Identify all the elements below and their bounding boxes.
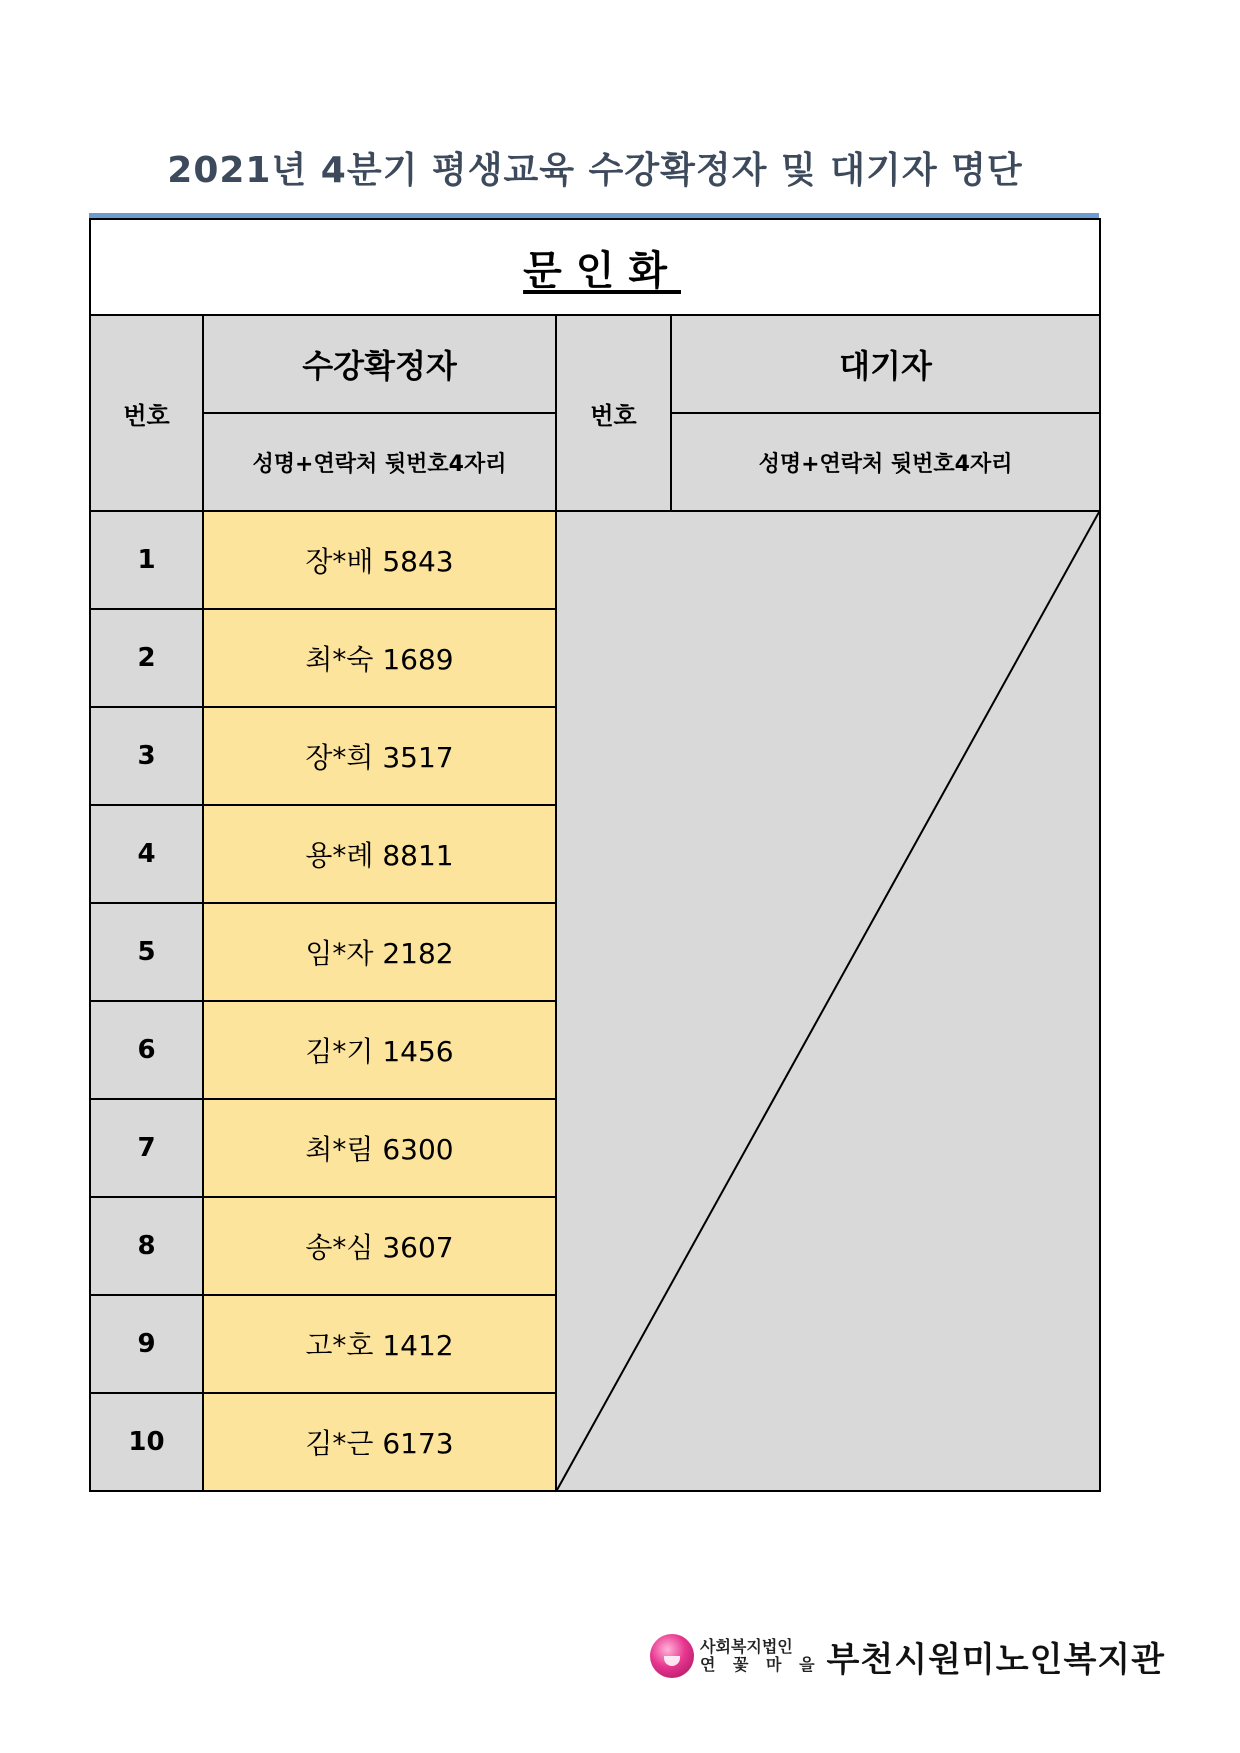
program-name: 문인화 [523, 247, 681, 294]
header-row-1 [90, 315, 1100, 413]
program-row [90, 219, 1100, 315]
org-name: 부천시원미노인복지관 [826, 1639, 1165, 1680]
confirmed-name: 고*호 1412 [203, 1295, 556, 1393]
confirmed-name: 최*숙 1689 [203, 609, 556, 707]
row-number: 9 [90, 1295, 203, 1393]
roster-table [89, 218, 1101, 1492]
org-logo [650, 1628, 1165, 1684]
row-number: 3 [90, 707, 203, 805]
org-parent: 연 꽃 마 을 [700, 1655, 821, 1674]
confirmed-subheader: 성명+연락처 뒷번호4자리 [203, 413, 556, 511]
program-cell [90, 219, 1100, 315]
number-header-left: 번호 [90, 315, 203, 511]
row-number: 2 [90, 609, 203, 707]
table-row [90, 511, 1100, 609]
confirmed-name: 용*례 8811 [203, 805, 556, 903]
page-title: 2021년 4분기 평생교육 수강확정자 및 대기자 명단 [167, 150, 1023, 191]
row-number: 5 [90, 903, 203, 1001]
row-number: 6 [90, 1001, 203, 1099]
org-subtitle [700, 1638, 821, 1674]
waitlist-empty-area [556, 511, 1100, 1491]
confirmed-name: 최*림 6300 [203, 1099, 556, 1197]
row-number: 10 [90, 1393, 203, 1491]
row-number: 7 [90, 1099, 203, 1197]
row-number: 4 [90, 805, 203, 903]
number-header-right: 번호 [556, 315, 671, 511]
row-number: 8 [90, 1197, 203, 1295]
lotus-emblem-icon [650, 1634, 694, 1678]
waitlist-header: 대기자 [671, 315, 1100, 413]
confirmed-name: 송*심 3607 [203, 1197, 556, 1295]
waitlist-diagonal-strike [557, 512, 1099, 1490]
confirmed-name: 김*근 6173 [203, 1393, 556, 1491]
row-number: 1 [90, 511, 203, 609]
confirmed-header: 수강확정자 [203, 315, 556, 413]
confirmed-name: 김*기 1456 [203, 1001, 556, 1099]
confirmed-name: 장*희 3517 [203, 707, 556, 805]
confirmed-name: 임*자 2182 [203, 903, 556, 1001]
waitlist-subheader: 성명+연락처 뒷번호4자리 [671, 413, 1100, 511]
confirmed-name: 장*배 5843 [203, 511, 556, 609]
org-type: 사회복지법인 [700, 1637, 793, 1656]
